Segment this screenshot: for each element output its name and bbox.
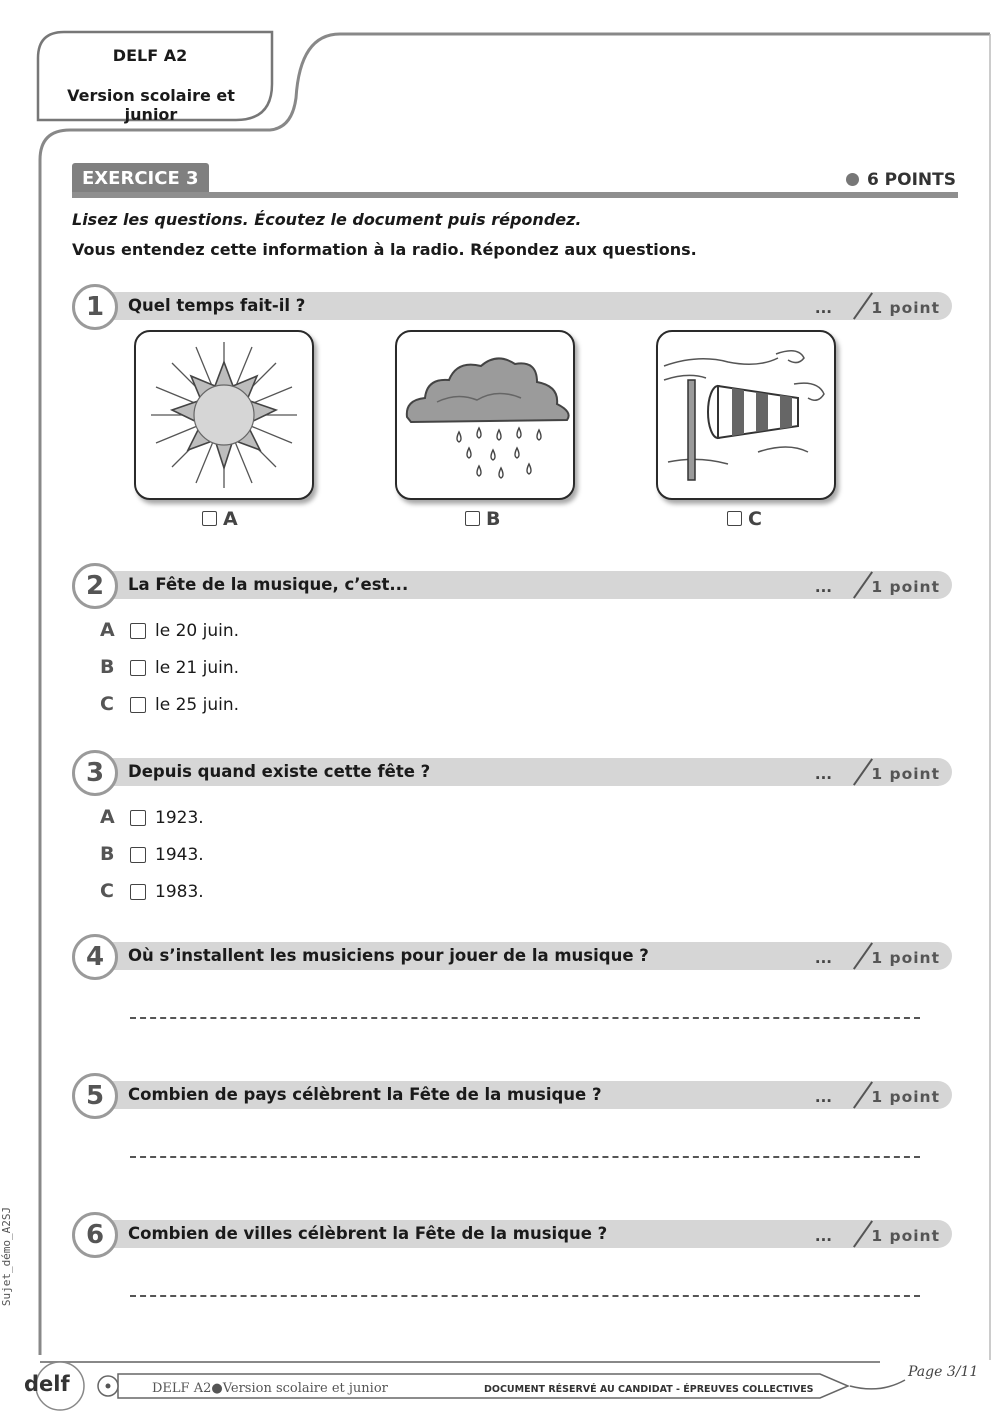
exercise-rule <box>72 192 958 198</box>
instruction-radio: Vous entendez cette information à la radio. Répondez aux questions. <box>72 240 697 259</box>
page-number: Page 3/11 <box>908 1364 979 1380</box>
question-1-header <box>72 284 952 328</box>
option-letter: C <box>100 693 114 715</box>
option-a-checkbox[interactable]: A <box>202 508 238 530</box>
rain-cloud-icon <box>397 332 573 498</box>
question-text: Quel temps fait-il ? <box>128 296 306 315</box>
checkbox[interactable] <box>130 697 146 713</box>
question-6-header <box>72 1212 952 1256</box>
checkbox[interactable] <box>130 884 146 900</box>
option-letter: A <box>100 619 115 641</box>
question-points: 1 point <box>871 578 940 596</box>
question-points: 1 point <box>871 1227 940 1245</box>
footer-title: DELF A2●Version scolaire et junior <box>152 1381 388 1396</box>
question-points: 1 point <box>871 949 940 967</box>
option-letter: B <box>100 656 115 678</box>
wind-image <box>656 330 836 500</box>
option-text: 1943. <box>155 845 204 865</box>
question-number: 3 <box>72 750 118 796</box>
bullet-icon <box>846 173 859 186</box>
option-letter: B <box>100 843 115 865</box>
question-number: 1 <box>72 284 118 330</box>
question-text: La Fête de la musique, c’est... <box>128 575 409 594</box>
question-number: 2 <box>72 563 118 609</box>
option-letter: A <box>100 806 115 828</box>
delf-logo: delf <box>24 1372 70 1396</box>
side-label: Sujet_démo_A2SJ <box>0 1206 14 1307</box>
sun-image <box>134 330 314 500</box>
footer-notice: DOCUMENT RÉSERVÉ AU CANDIDAT - ÉPREUVES COLLECTIVES <box>484 1384 814 1395</box>
question-text: Depuis quand existe cette fête ? <box>128 762 431 781</box>
question-number: 4 <box>72 934 118 980</box>
instruction-listen: Lisez les questions. Écoutez le document puis répondez. <box>72 210 582 229</box>
header-version: Version scolaire et junior <box>67 86 235 124</box>
option-c-checkbox[interactable]: C <box>727 508 762 530</box>
score-dots: ... <box>814 949 832 967</box>
question-4-header <box>72 934 952 978</box>
option-text: le 20 juin. <box>155 621 240 641</box>
answer-line-6[interactable] <box>130 1295 920 1297</box>
option-text: le 21 juin. <box>155 658 240 678</box>
checkbox[interactable] <box>130 660 146 676</box>
answer-line-5[interactable] <box>130 1156 920 1158</box>
question-number: 6 <box>72 1212 118 1258</box>
option-letter: C <box>100 880 114 902</box>
option-b-checkbox[interactable]: B <box>465 508 500 530</box>
checkbox[interactable] <box>130 810 146 826</box>
windsock-icon <box>658 332 834 498</box>
sun-icon <box>136 332 312 498</box>
question-number: 5 <box>72 1073 118 1119</box>
exercise-points-label: 6 POINTS <box>866 170 956 190</box>
option-text: 1923. <box>155 808 204 828</box>
question-points: 1 point <box>871 299 940 317</box>
exercise-title: EXERCICE 3 <box>72 163 209 195</box>
score-dots: ... <box>814 1227 832 1245</box>
question-points: 1 point <box>871 765 940 783</box>
option-text: 1983. <box>155 882 204 902</box>
score-dots: ... <box>814 299 832 317</box>
question-5-header <box>72 1073 952 1117</box>
question-3-header <box>72 750 952 794</box>
score-dots: ... <box>814 765 832 783</box>
header-level: DELF A2 <box>112 46 188 65</box>
checkbox[interactable] <box>130 847 146 863</box>
question-text: Combien de villes célèbrent la Fête de la musique ? <box>128 1224 608 1243</box>
checkbox[interactable] <box>130 623 146 639</box>
question-points: 1 point <box>871 1088 940 1106</box>
answer-line-4[interactable] <box>130 1017 920 1019</box>
question-2-header <box>72 563 952 607</box>
score-dots: ... <box>814 578 832 596</box>
question-text: Où s’installent les musiciens pour jouer de la musique ? <box>128 946 649 965</box>
question-text: Combien de pays célèbrent la Fête de la musique ? <box>128 1085 602 1104</box>
option-text: le 25 juin. <box>155 695 240 715</box>
exercise-points <box>846 170 956 190</box>
score-dots: ... <box>814 1088 832 1106</box>
rain-image <box>395 330 575 500</box>
